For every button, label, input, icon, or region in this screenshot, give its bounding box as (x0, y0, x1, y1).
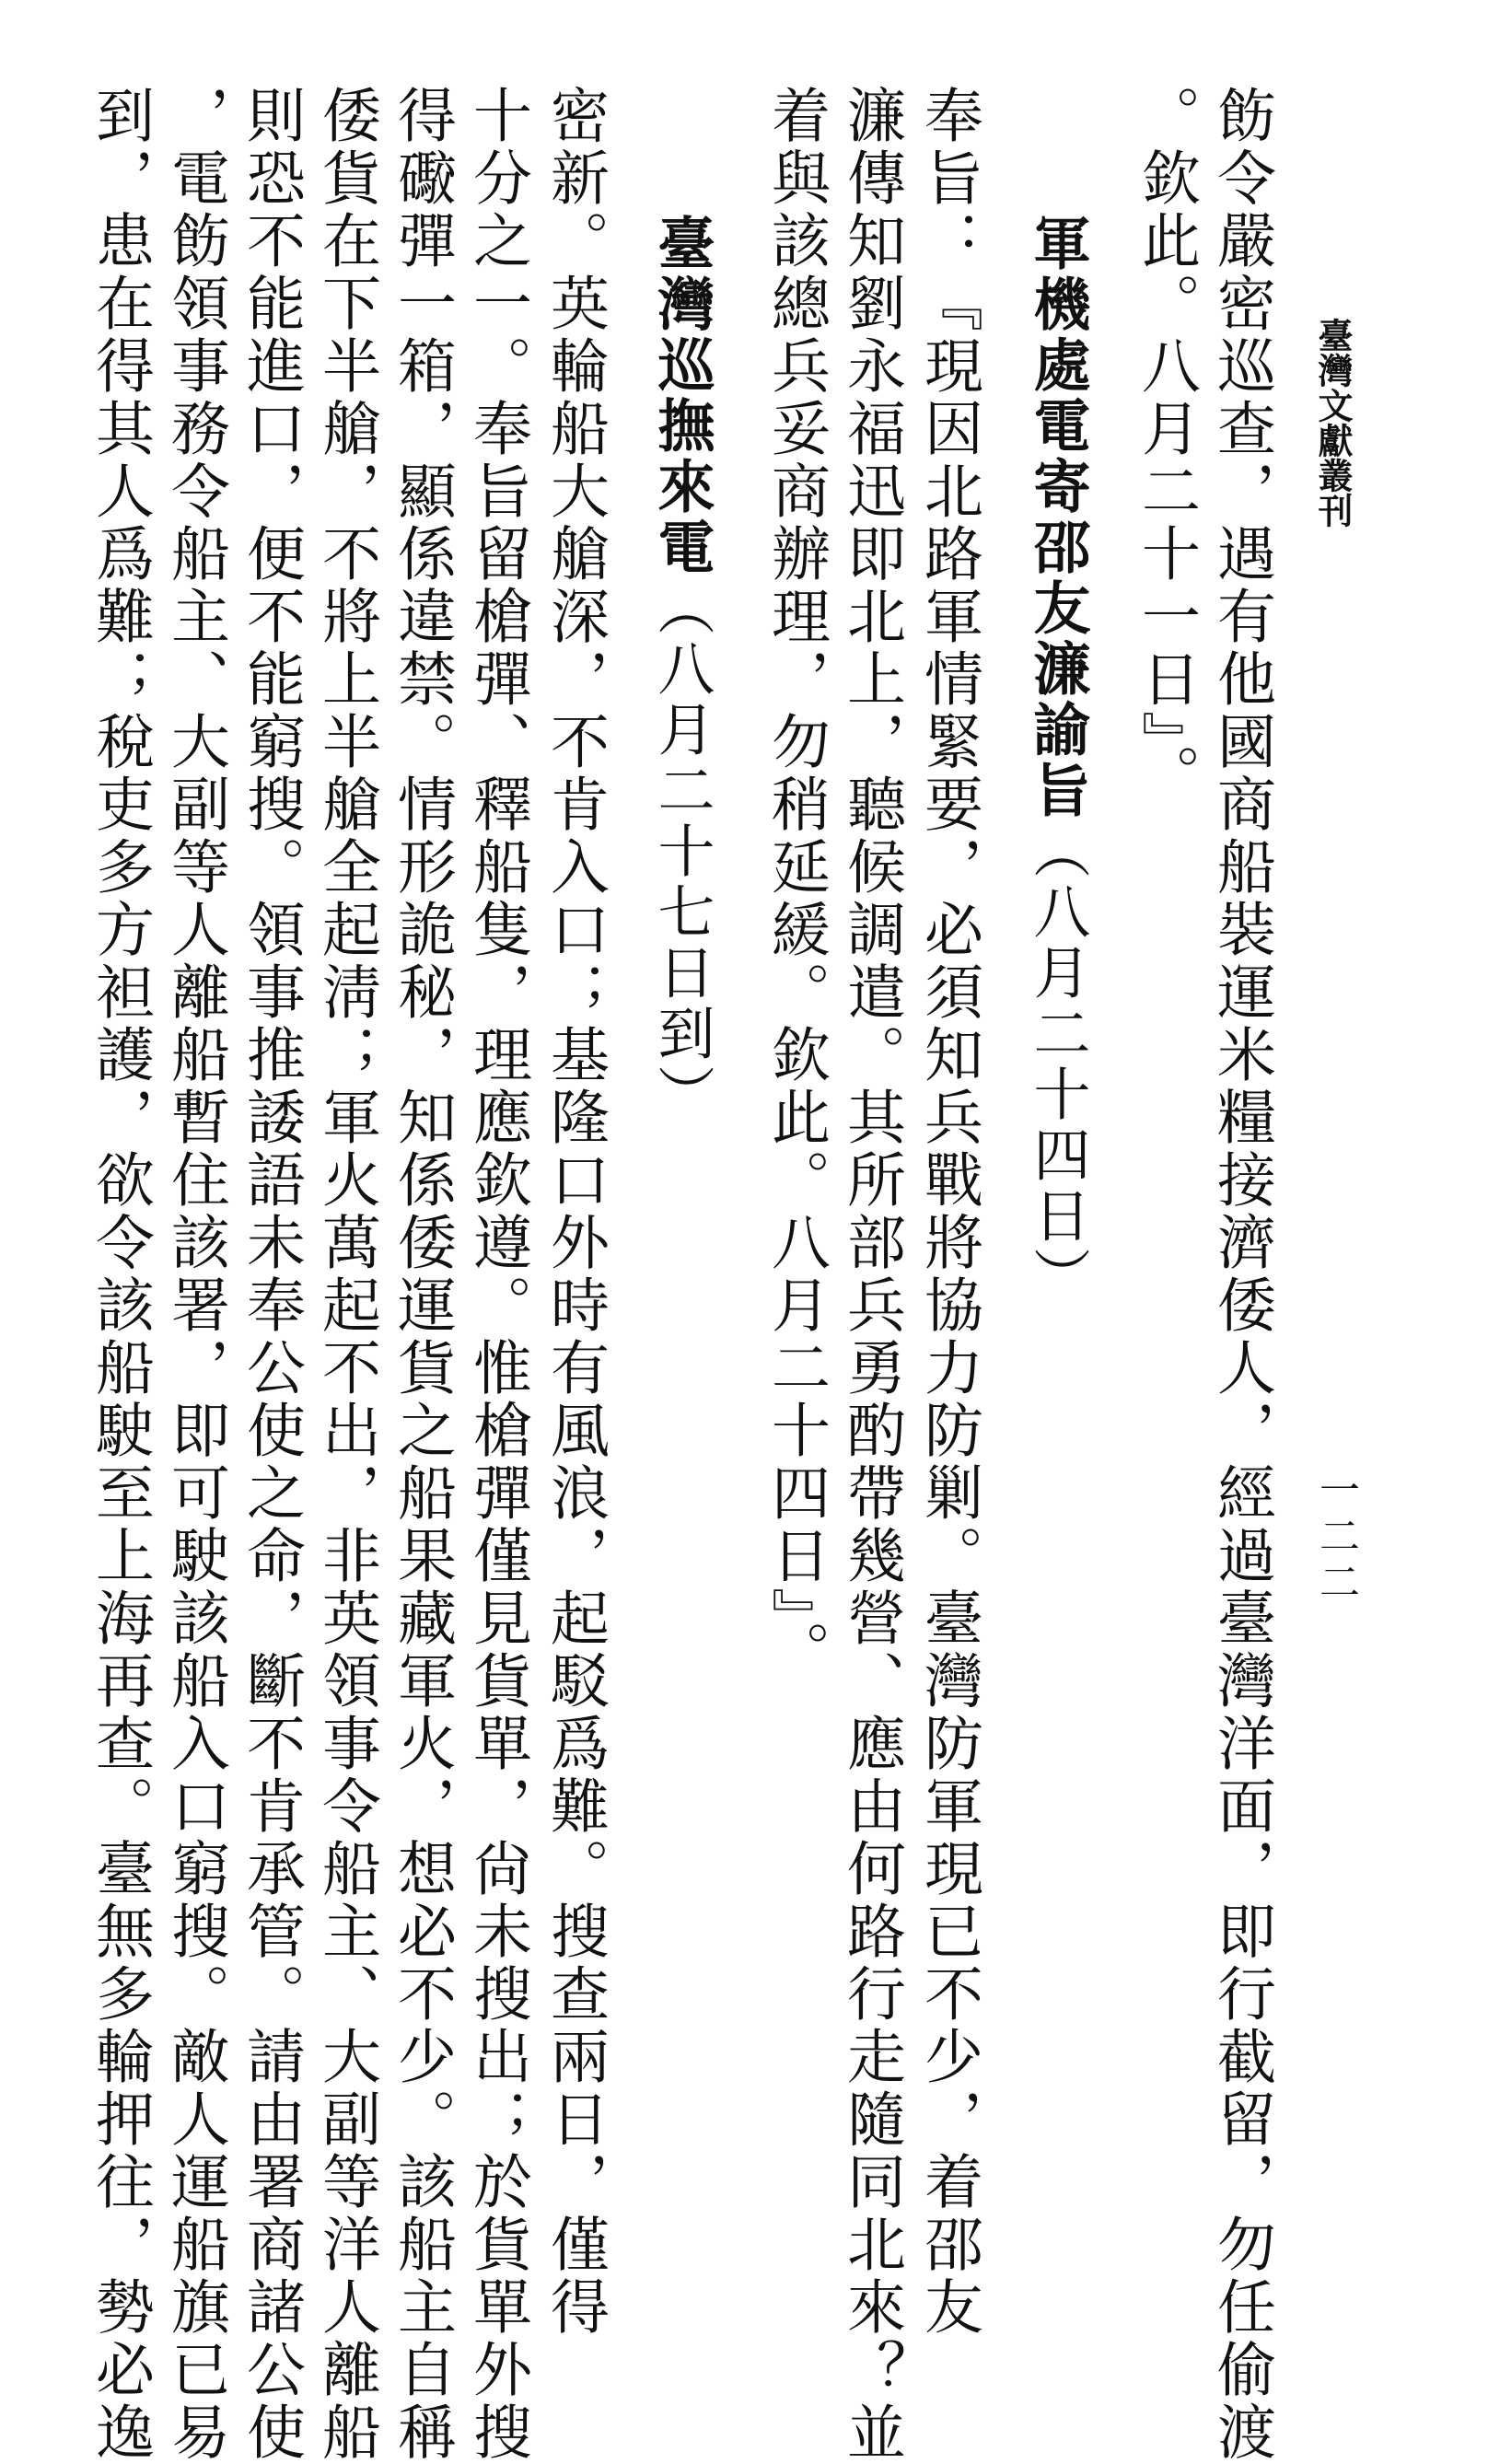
section-heading-2 (645, 214, 718, 1245)
text-column-1: 飭令嚴密巡查，遇有他國商船裝運米糧接濟倭人，經過臺灣洋面，即行截留，勿任偷渡 (1207, 85, 1275, 2464)
section-heading-2-date: （八月二十七日到） (648, 578, 715, 1125)
text-column-6: 密新。英輪船大艙深，不肯入口；基隆口外時有風浪，起駁爲難。搜查兩日，僅得 (541, 85, 609, 2339)
running-header: 臺灣文獻叢刊 (1312, 318, 1354, 528)
section-heading-1 (1020, 214, 1094, 1308)
text-column-12: 到，患在得其人爲難；稅吏多方袒護，欲令該船駛至上海再查。臺無多輪押往，勢必逸 (86, 85, 154, 2464)
text-column-3: 奉旨：『現因北路軍情緊要，必須知兵戰將協力防剿。臺灣防軍現已不少，着邵友 (914, 85, 982, 2339)
section-heading-1-title: 軍機處電寄邵友濂諭旨 (1024, 214, 1091, 821)
text-column-2: 。欽此。八月二十一日』。 (1132, 85, 1200, 807)
section-heading-1-date: （八月二十四日） (1024, 821, 1091, 1308)
text-column-10: 則恐不能進口，便不能窮搜。領事推諉語未奉公使之命，斷不肯承管。請由署商諸公使 (237, 85, 305, 2464)
text-column-7: 十分之一。奉旨留槍彈、釋船隻，理應欽遵。惟槍彈僅見貨單，尙未搜出；於貨單外搜 (463, 85, 531, 2464)
section-heading-2-title: 臺灣巡撫來電 (648, 214, 715, 578)
text-column-9: 倭貨在下半艙，不將上半艙全起淸；軍火萬起不出，非英領事令船主、大副等洋人離船 (312, 85, 380, 2464)
text-column-5: 着與該總兵妥商辦理，勿稍延緩。欽此。八月二十四日』。 (761, 85, 830, 1683)
text-column-8: 得礮彈一箱，顯係違禁。情形詭秘，知係倭運貨之船果藏軍火，想必不少。該船主自稱 (388, 85, 456, 2464)
text-column-11: ，電飭領事務令船主、大副等人離船暫住該署，即可駛該船入口窮搜。敵人運船旗已易 (161, 85, 229, 2464)
page-number: 一二二 (1312, 1469, 1359, 1607)
text-column-4: 濂傳知劉永福迅即北上，聽候調遣。其所部兵勇酌帶幾營、應由何路行走隨同北來？並 (837, 85, 905, 2464)
